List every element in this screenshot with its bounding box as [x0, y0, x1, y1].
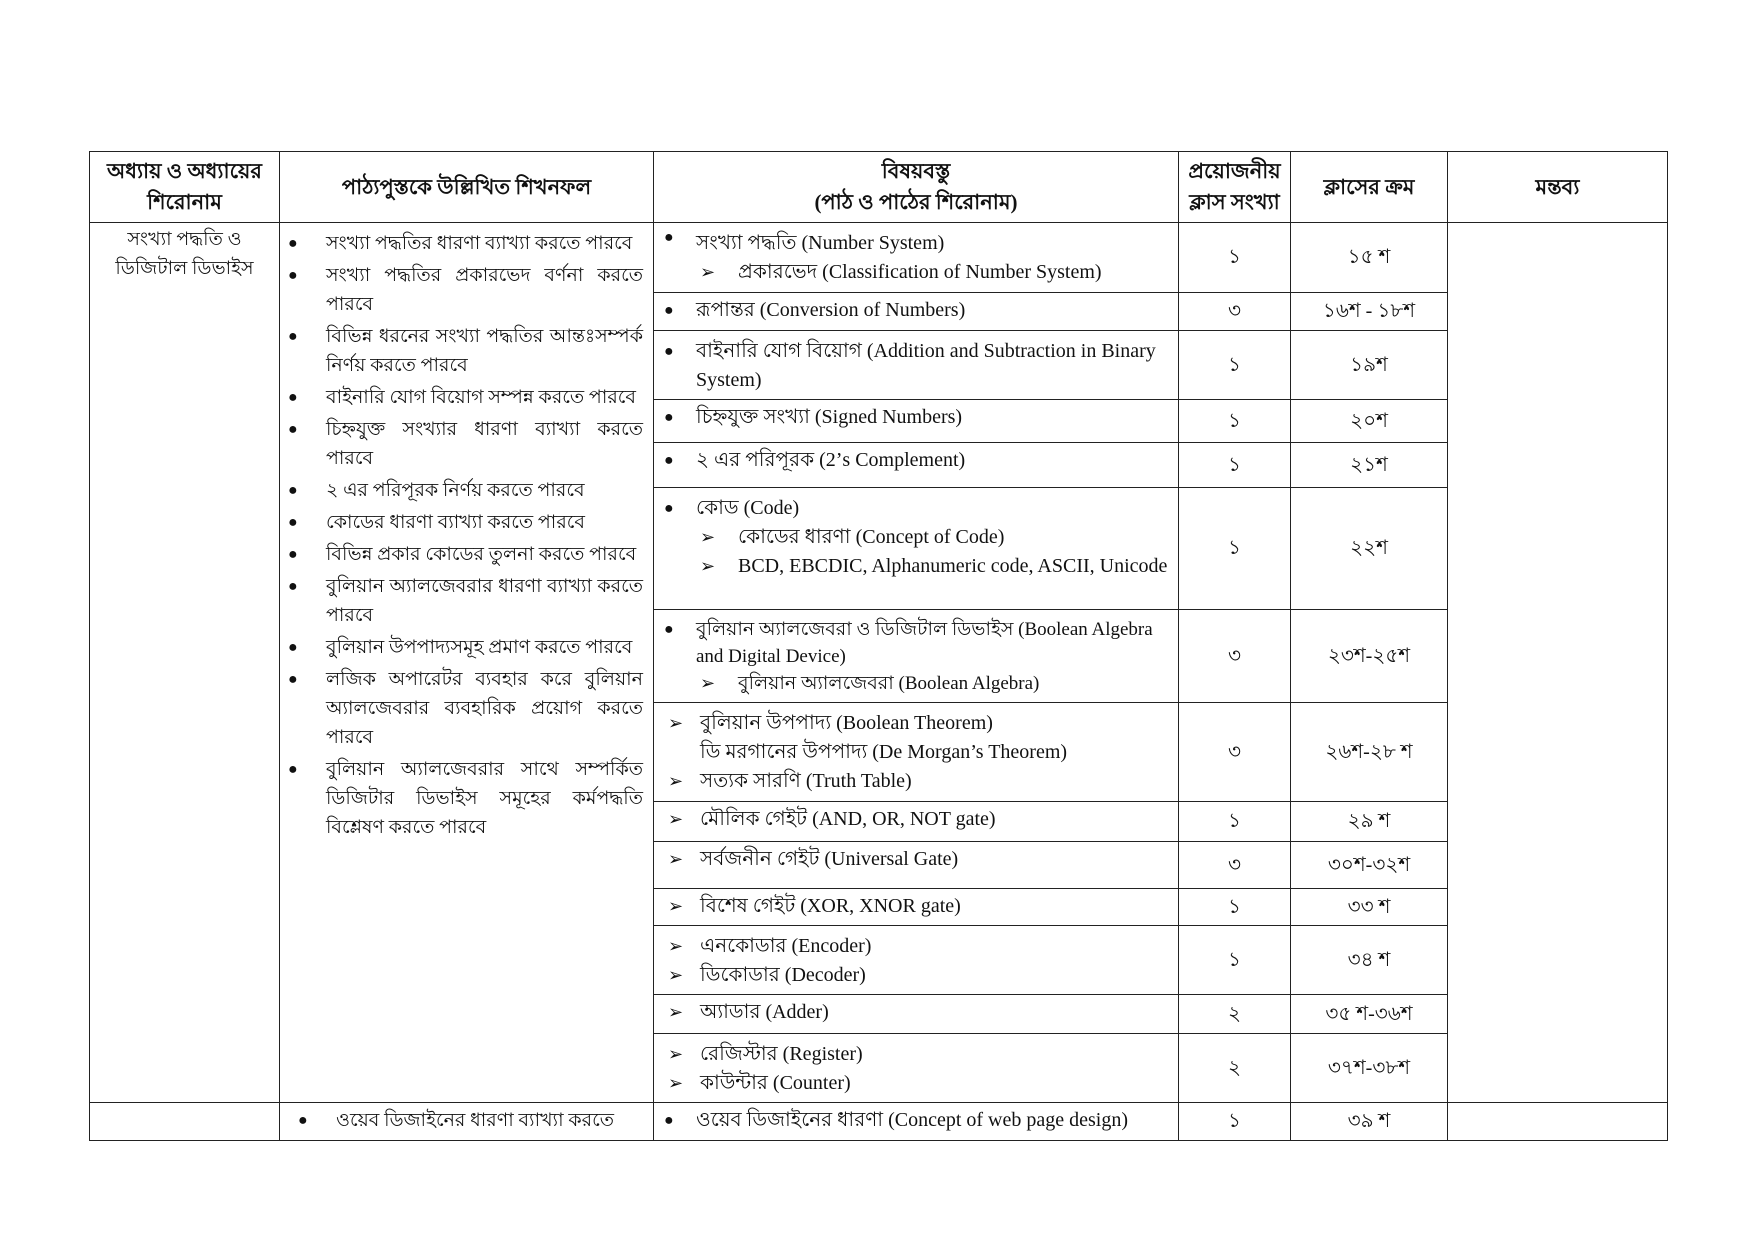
topic-cell: ● চিহ্নযুক্ত সংখ্যা (Signed Numbers) — [654, 400, 1179, 443]
outcomes-cell — [280, 223, 654, 1103]
bullet-icon: ● — [288, 389, 298, 406]
chapter-title: সংখ্যা পদ্ধতি ও ডিজিটাল ডিভাইস — [90, 223, 280, 1103]
list-item: ● বুলিয়ান অ্যালজেবরার ধারণা ব্যাখ্যা করতে পারবে — [286, 572, 643, 630]
list-item: ● সংখ্যা পদ্ধতির প্রকারভেদ বর্ণনা করতে পারবে — [286, 261, 643, 319]
remarks-cell — [1448, 1103, 1668, 1141]
list-item: ● বুলিয়ান উপপাদ্যসমূহ প্রমাণ করতে পারবে — [286, 633, 643, 662]
arrow-icon: ➢ — [700, 527, 716, 547]
list-item: ● ওয়েব ডিজাইনের ধারণা ব্যাখ্যা করতে — [286, 1106, 643, 1135]
bullet-icon: ● — [288, 671, 298, 688]
outcomes-list — [280, 1103, 653, 1135]
order-cell: ৩৭শ-৩৮শ — [1291, 1034, 1448, 1103]
list-item: ● লজিক অপারেটর ব্যবহার করে বুলিয়ান অ্যালজেবরার ব্যবহারিক প্রয়োগ করতে পারবে — [286, 665, 643, 752]
list-item: ● ২ এর পরিপূরক নির্ণয় করতে পারবে — [286, 476, 643, 505]
list-item: ● বাইনারি যোগ বিয়োগ সম্পন্ন করতে পারবে — [286, 383, 643, 412]
topic-cell: ➢ অ্যাডার (Adder) — [654, 995, 1179, 1034]
outcomes-cell — [280, 1103, 654, 1141]
topic-cell: ➢ বুলিয়ান উপপাদ্য (Boolean Theorem) ডি মরগানের উপপাদ্য (De Morgan’s Theorem) ➢ সত্যক সারণি (Truth Table) — [654, 703, 1179, 802]
topic-cell: ➢ রেজিস্টার (Register) ➢ কাউন্টার (Counter) — [654, 1034, 1179, 1103]
chapter-cell-empty — [90, 1103, 280, 1141]
classes-cell: ১ — [1179, 1103, 1291, 1141]
list-item: ● বিভিন্ন ধরনের সংখ্যা পদ্ধতির আন্তঃসম্পর্ক নির্ণয় করতে পারবে — [286, 322, 643, 380]
order-cell: ১৫ শ — [1291, 223, 1448, 293]
classes-cell: ৩ — [1179, 842, 1291, 889]
bullet-icon: ● — [664, 500, 674, 517]
arrow-icon: ➢ — [668, 849, 684, 869]
bullet-icon: ● — [288, 421, 298, 438]
classes-cell: ১ — [1179, 400, 1291, 443]
order-cell: ২০শ — [1291, 400, 1448, 443]
bullet-icon: ● — [298, 1112, 308, 1129]
arrow-icon: ➢ — [668, 713, 684, 733]
classes-cell: ৩ — [1179, 703, 1291, 802]
header-chapter: অধ্যায় ও অধ্যায়ের শিরোনাম — [90, 152, 280, 223]
table-row — [90, 1103, 1668, 1141]
order-cell: ৩৩ শ — [1291, 889, 1448, 926]
header-content-line2: (পাঠ ও পাঠের শিরোনাম) — [814, 190, 1018, 214]
bullet-icon: ● — [664, 409, 674, 426]
bullet-icon: ● — [288, 578, 298, 595]
arrow-icon: ➢ — [668, 936, 684, 956]
bullet-icon: ● — [664, 621, 674, 638]
header-content-line1: বিষয়বস্তু — [881, 159, 951, 183]
arrow-icon: ➢ — [668, 896, 684, 916]
remarks-cell — [1448, 223, 1668, 1103]
classes-cell: ২ — [1179, 995, 1291, 1034]
list-item: ● বিভিন্ন প্রকার কোডের তুলনা করতে পারবে — [286, 540, 643, 569]
header-remarks: মন্তব্য — [1448, 152, 1668, 223]
classes-cell: ১ — [1179, 926, 1291, 995]
order-cell: ২১শ — [1291, 443, 1448, 488]
arrow-icon: ➢ — [668, 771, 684, 791]
header-outcomes: পাঠ্যপুস্তকে উল্লিখিত শিখনফল — [280, 152, 654, 223]
header-classes: প্রয়োজনীয় ক্লাস সংখ্যা — [1179, 152, 1291, 223]
plain-subtopic: ডি মরগানের উপপাদ্য (De Morgan’s Theorem) — [700, 741, 1068, 763]
classes-cell: ১ — [1179, 331, 1291, 400]
classes-cell: ১ — [1179, 488, 1291, 610]
topic-cell: ● সংখ্যা পদ্ধতি (Number System) ➢ প্রকারভেদ (Classification of Number System) — [654, 223, 1179, 293]
arrow-icon: ➢ — [668, 1073, 684, 1093]
topic-cell: ➢ বিশেষ গেইট (XOR, XNOR gate) — [654, 889, 1179, 926]
order-cell: ১৬শ - ১৮শ — [1291, 293, 1448, 331]
classes-cell: ৩ — [1179, 293, 1291, 331]
topic-cell: ● কোড (Code) ➢ কোডের ধারণা (Concept of Code) ➢ BCD, EBCDIC, Alphanumeric code, ASCII, Unicode — [654, 488, 1179, 610]
bullet-icon: ● — [288, 761, 298, 778]
bullet-icon: ● — [664, 229, 674, 246]
arrow-icon: ➢ — [700, 262, 716, 282]
order-cell: ৩০শ-৩২শ — [1291, 842, 1448, 889]
bullet-icon: ● — [664, 1112, 674, 1129]
classes-cell: ৩ — [1179, 610, 1291, 703]
classes-cell: ২ — [1179, 1034, 1291, 1103]
arrow-icon: ➢ — [700, 556, 716, 576]
arrow-icon: ➢ — [668, 1044, 684, 1064]
classes-cell: ১ — [1179, 889, 1291, 926]
topic-cell: ● বাইনারি যোগ বিয়োগ (Addition and Subtraction in Binary System) — [654, 331, 1179, 400]
bullet-icon: ● — [288, 235, 298, 252]
bullet-icon: ● — [288, 546, 298, 563]
bullet-icon: ● — [288, 328, 298, 345]
header-order: ক্লাসের ক্রম — [1291, 152, 1448, 223]
order-cell: ২২শ — [1291, 488, 1448, 610]
header-content — [654, 152, 1179, 223]
bullet-icon: ● — [288, 514, 298, 531]
topic-cell: ● বুলিয়ান অ্যালজেবরা ও ডিজিটাল ডিভাইস (Boolean Algebra and Digital Device) ➢ বুলিয়ান অ্যালজেবরা (Boolean Algebra) — [654, 610, 1179, 703]
order-cell: ৩৪ শ — [1291, 926, 1448, 995]
bullet-icon: ● — [664, 343, 674, 360]
lesson-plan-table — [89, 151, 1668, 1141]
order-cell: ১৯শ — [1291, 331, 1448, 400]
topic-cell: ➢ এনকোডার (Encoder) ➢ ডিকোডার (Decoder) — [654, 926, 1179, 995]
arrow-icon: ➢ — [668, 1002, 684, 1022]
arrow-icon: ➢ — [668, 965, 684, 985]
order-cell: ২৯ শ — [1291, 802, 1448, 842]
header-row — [90, 152, 1668, 223]
arrow-icon: ➢ — [668, 809, 684, 829]
topic-cell: ➢ মৌলিক গেইট (AND, OR, NOT gate) — [654, 802, 1179, 842]
topic-cell: ● ২ এর পরিপূরক (2’s Complement) — [654, 443, 1179, 488]
list-item: ● কোডের ধারণা ব্যাখ্যা করতে পারবে — [286, 508, 643, 537]
bullet-icon: ● — [664, 302, 674, 319]
list-item: ● চিহ্নযুক্ত সংখ্যার ধারণা ব্যাখ্যা করতে পারবে — [286, 415, 643, 473]
bullet-icon: ● — [288, 639, 298, 656]
outcomes-list — [280, 223, 653, 842]
classes-cell: ১ — [1179, 443, 1291, 488]
topic-cell: ● ওয়েব ডিজাইনের ধারণা (Concept of web page design) — [654, 1103, 1179, 1141]
bullet-icon: ● — [288, 482, 298, 499]
order-cell: ৩৫ শ-৩৬শ — [1291, 995, 1448, 1034]
arrow-icon: ➢ — [700, 673, 716, 693]
bullet-icon: ● — [288, 267, 298, 284]
classes-cell: ১ — [1179, 802, 1291, 842]
topic-cell: ➢ সর্বজনীন গেইট (Universal Gate) — [654, 842, 1179, 889]
bullet-icon: ● — [664, 452, 674, 469]
topic-cell: ● রূপান্তর (Conversion of Numbers) — [654, 293, 1179, 331]
list-item: ● সংখ্যা পদ্ধতির ধারণা ব্যাখ্যা করতে পারবে — [286, 229, 643, 258]
order-cell: ৩৯ শ — [1291, 1103, 1448, 1141]
list-item: ● বুলিয়ান অ্যালজেবরার সাথে সম্পর্কিত ডিজিটার ডিভাইস সমূহের কর্মপদ্ধতি বিশ্লেষণ করতে পারবে — [286, 755, 643, 842]
order-cell: ২৩শ-২৫শ — [1291, 610, 1448, 703]
table-row — [90, 223, 1668, 293]
order-cell: ২৬শ-২৮ শ — [1291, 703, 1448, 802]
classes-cell: ১ — [1179, 223, 1291, 293]
